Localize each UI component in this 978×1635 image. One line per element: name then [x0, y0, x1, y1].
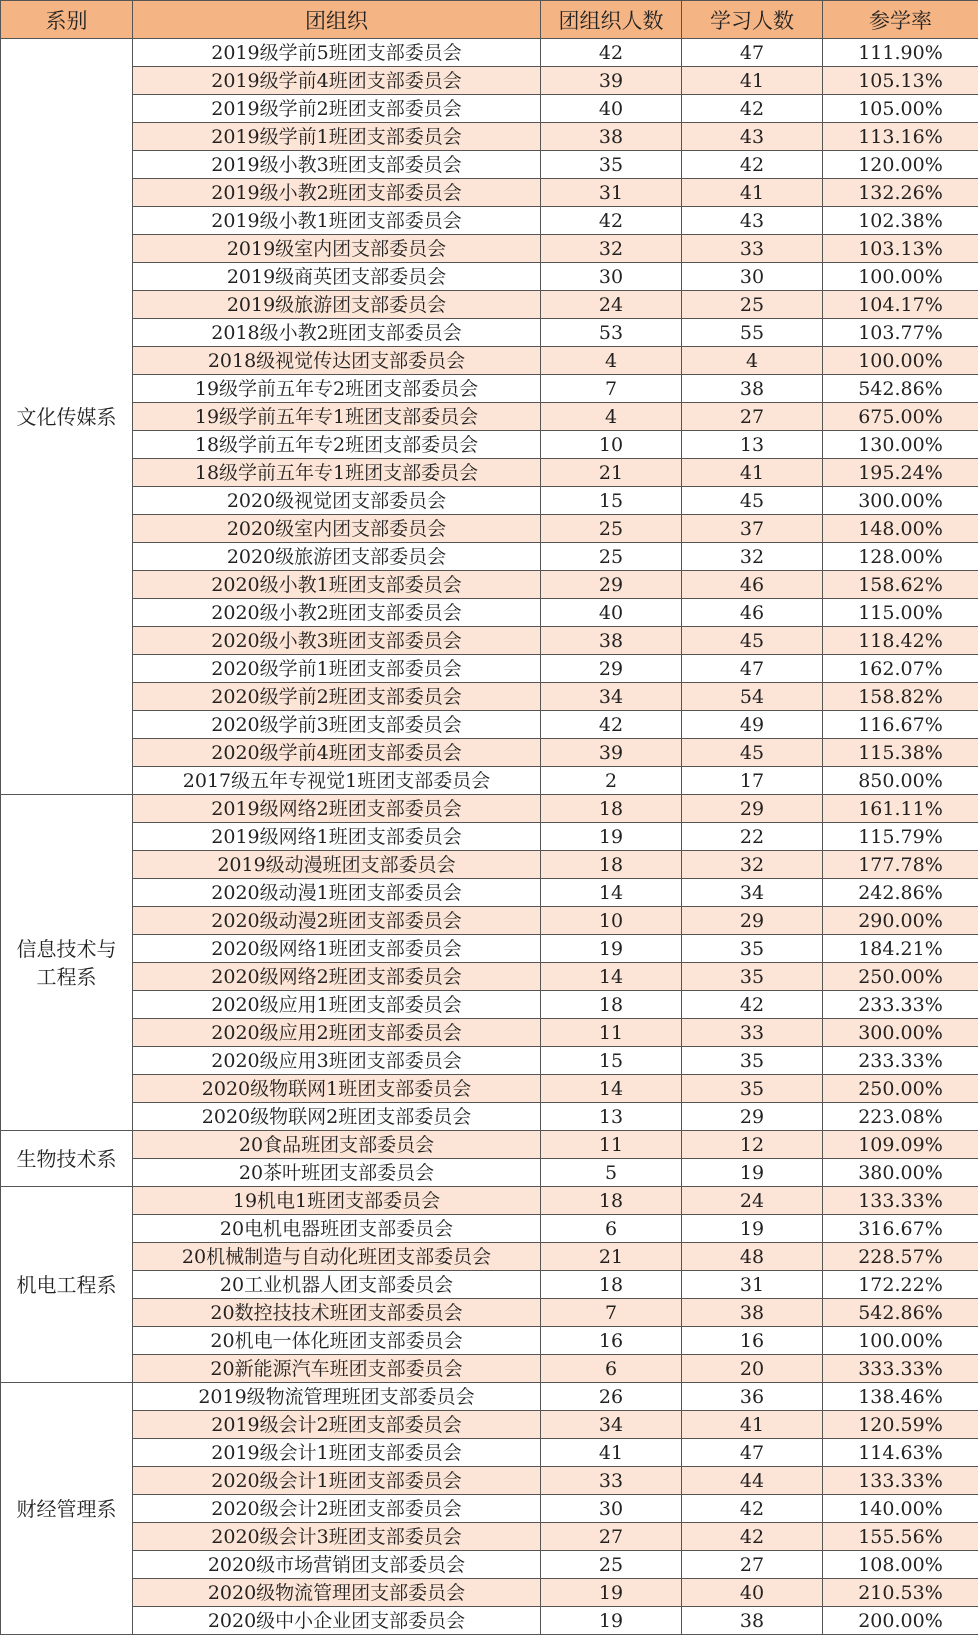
rate-cell: 210.53% — [823, 1579, 978, 1607]
table-row — [1, 935, 978, 963]
learners-cell: 44 — [682, 1467, 823, 1495]
learners-cell: 29 — [682, 795, 823, 823]
learners-cell: 38 — [682, 1607, 823, 1635]
header-dept: 系别 — [1, 1, 133, 39]
table-row — [1, 1495, 978, 1523]
rate-cell: 120.00% — [823, 151, 978, 179]
rate-cell: 100.00% — [823, 347, 978, 375]
members-cell: 2 — [541, 767, 682, 795]
table-row — [1, 879, 978, 907]
org-cell: 2020级动漫2班团支部委员会 — [133, 907, 541, 935]
learners-cell: 41 — [682, 459, 823, 487]
learners-cell: 19 — [682, 1159, 823, 1187]
org-cell: 20数控技技术班团支部委员会 — [133, 1299, 541, 1327]
table-row — [1, 1383, 978, 1411]
learners-cell: 47 — [682, 1439, 823, 1467]
rate-cell: 333.33% — [823, 1355, 978, 1383]
org-cell: 20茶叶班团支部委员会 — [133, 1159, 541, 1187]
learners-cell: 12 — [682, 1131, 823, 1159]
members-cell: 53 — [541, 319, 682, 347]
table-row — [1, 403, 978, 431]
table-row — [1, 431, 978, 459]
table-row — [1, 627, 978, 655]
table-row — [1, 543, 978, 571]
header-org: 团组织 — [133, 1, 541, 39]
table-row — [1, 795, 978, 823]
learners-cell: 41 — [682, 67, 823, 95]
table-row — [1, 95, 978, 123]
org-cell: 2019级会计2班团支部委员会 — [133, 1411, 541, 1439]
learners-cell: 35 — [682, 1075, 823, 1103]
members-cell: 18 — [541, 991, 682, 1019]
org-cell: 2019级学前2班团支部委员会 — [133, 95, 541, 123]
members-cell: 4 — [541, 347, 682, 375]
learners-cell: 42 — [682, 1523, 823, 1551]
learners-cell: 36 — [682, 1383, 823, 1411]
rate-cell: 109.09% — [823, 1131, 978, 1159]
learners-cell: 45 — [682, 487, 823, 515]
learners-cell: 45 — [682, 627, 823, 655]
org-cell: 2020级学前4班团支部委员会 — [133, 739, 541, 767]
rate-cell: 133.33% — [823, 1187, 978, 1215]
table-row — [1, 1579, 978, 1607]
table-row — [1, 347, 978, 375]
org-cell: 2019级商英团支部委员会 — [133, 263, 541, 291]
learners-cell: 42 — [682, 151, 823, 179]
table-row — [1, 1131, 978, 1159]
rate-cell: 380.00% — [823, 1159, 978, 1187]
org-cell: 2018级视觉传达团支部委员会 — [133, 347, 541, 375]
rate-cell: 115.00% — [823, 599, 978, 627]
org-cell: 2020级应用1班团支部委员会 — [133, 991, 541, 1019]
org-cell: 2019级动漫班团支部委员会 — [133, 851, 541, 879]
members-cell: 33 — [541, 1467, 682, 1495]
table-row — [1, 1607, 978, 1635]
table-row — [1, 151, 978, 179]
learners-cell: 55 — [682, 319, 823, 347]
header-rate: 参学率 — [823, 1, 978, 39]
members-cell: 14 — [541, 879, 682, 907]
members-cell: 25 — [541, 543, 682, 571]
org-cell: 19级学前五年专1班团支部委员会 — [133, 403, 541, 431]
learners-cell: 32 — [682, 851, 823, 879]
learners-cell: 45 — [682, 739, 823, 767]
rate-cell: 162.07% — [823, 655, 978, 683]
rate-cell: 105.13% — [823, 67, 978, 95]
rate-cell: 148.00% — [823, 515, 978, 543]
org-cell: 2020级市场营销团支部委员会 — [133, 1551, 541, 1579]
rate-cell: 223.08% — [823, 1103, 978, 1131]
rate-cell: 104.17% — [823, 291, 978, 319]
rate-cell: 300.00% — [823, 1019, 978, 1047]
rate-cell: 128.00% — [823, 543, 978, 571]
members-cell: 19 — [541, 1607, 682, 1635]
rate-cell: 158.82% — [823, 683, 978, 711]
table-row — [1, 739, 978, 767]
learners-cell: 41 — [682, 1411, 823, 1439]
rate-cell: 300.00% — [823, 487, 978, 515]
table-row — [1, 179, 978, 207]
org-cell: 2020级网络2班团支部委员会 — [133, 963, 541, 991]
org-cell: 2019级室内团支部委员会 — [133, 235, 541, 263]
members-cell: 7 — [541, 1299, 682, 1327]
members-cell: 18 — [541, 851, 682, 879]
table-row — [1, 1075, 978, 1103]
members-cell: 14 — [541, 963, 682, 991]
org-cell: 2020级旅游团支部委员会 — [133, 543, 541, 571]
table-row — [1, 515, 978, 543]
learners-cell: 35 — [682, 935, 823, 963]
rate-cell: 200.00% — [823, 1607, 978, 1635]
org-cell: 20机电一体化班团支部委员会 — [133, 1327, 541, 1355]
members-cell: 21 — [541, 459, 682, 487]
learners-cell: 25 — [682, 291, 823, 319]
table-row — [1, 907, 978, 935]
members-cell: 34 — [541, 1411, 682, 1439]
learners-cell: 42 — [682, 1495, 823, 1523]
members-cell: 32 — [541, 235, 682, 263]
learners-cell: 40 — [682, 1579, 823, 1607]
table-row — [1, 991, 978, 1019]
learners-cell: 19 — [682, 1215, 823, 1243]
org-cell: 2020级会计2班团支部委员会 — [133, 1495, 541, 1523]
learners-cell: 42 — [682, 95, 823, 123]
members-cell: 19 — [541, 1579, 682, 1607]
members-cell: 38 — [541, 123, 682, 151]
learners-cell: 35 — [682, 963, 823, 991]
table-body — [1, 39, 978, 1635]
header-row — [1, 1, 978, 39]
members-cell: 25 — [541, 515, 682, 543]
rate-cell: 542.86% — [823, 375, 978, 403]
org-cell: 18级学前五年专2班团支部委员会 — [133, 431, 541, 459]
header-members: 团组织人数 — [541, 1, 682, 39]
learners-cell: 43 — [682, 207, 823, 235]
table-row — [1, 1047, 978, 1075]
learners-cell: 35 — [682, 1047, 823, 1075]
members-cell: 40 — [541, 599, 682, 627]
org-cell: 2020级物联网1班团支部委员会 — [133, 1075, 541, 1103]
members-cell: 30 — [541, 263, 682, 291]
dept-cell: 机电工程系 — [1, 1187, 133, 1383]
table-row — [1, 963, 978, 991]
learners-cell: 38 — [682, 375, 823, 403]
members-cell: 14 — [541, 1075, 682, 1103]
members-cell: 11 — [541, 1131, 682, 1159]
learners-cell: 30 — [682, 263, 823, 291]
org-cell: 2020级物流管理团支部委员会 — [133, 1579, 541, 1607]
learners-cell: 34 — [682, 879, 823, 907]
learners-cell: 33 — [682, 235, 823, 263]
org-cell: 20电机电器班团支部委员会 — [133, 1215, 541, 1243]
org-cell: 2020级物联网2班团支部委员会 — [133, 1103, 541, 1131]
rate-cell: 233.33% — [823, 991, 978, 1019]
org-cell: 2019级学前4班团支部委员会 — [133, 67, 541, 95]
learners-cell: 16 — [682, 1327, 823, 1355]
table-row — [1, 487, 978, 515]
table-row — [1, 1411, 978, 1439]
table-row — [1, 1523, 978, 1551]
members-cell: 15 — [541, 1047, 682, 1075]
table-row — [1, 823, 978, 851]
org-cell: 2020级会计3班团支部委员会 — [133, 1523, 541, 1551]
org-cell: 2019级旅游团支部委员会 — [133, 291, 541, 319]
rate-cell: 228.57% — [823, 1243, 978, 1271]
table-row — [1, 571, 978, 599]
rate-cell: 132.26% — [823, 179, 978, 207]
rate-cell: 177.78% — [823, 851, 978, 879]
rate-cell: 140.00% — [823, 1495, 978, 1523]
table-row — [1, 207, 978, 235]
org-cell: 20食品班团支部委员会 — [133, 1131, 541, 1159]
org-cell: 2020级小教2班团支部委员会 — [133, 599, 541, 627]
members-cell: 39 — [541, 67, 682, 95]
members-cell: 18 — [541, 795, 682, 823]
members-cell: 19 — [541, 823, 682, 851]
members-cell: 11 — [541, 1019, 682, 1047]
rate-cell: 184.21% — [823, 935, 978, 963]
members-cell: 10 — [541, 431, 682, 459]
members-cell: 25 — [541, 1551, 682, 1579]
members-cell: 4 — [541, 403, 682, 431]
org-cell: 2019级小教2班团支部委员会 — [133, 179, 541, 207]
table-row — [1, 1439, 978, 1467]
members-cell: 15 — [541, 487, 682, 515]
members-cell: 27 — [541, 1523, 682, 1551]
table-row — [1, 767, 978, 795]
learners-cell: 4 — [682, 347, 823, 375]
members-cell: 29 — [541, 655, 682, 683]
members-cell: 42 — [541, 39, 682, 67]
learners-cell: 43 — [682, 123, 823, 151]
table-row — [1, 1467, 978, 1495]
org-cell: 2019级网络2班团支部委员会 — [133, 795, 541, 823]
rate-cell: 242.86% — [823, 879, 978, 907]
rate-cell: 158.62% — [823, 571, 978, 599]
table-row — [1, 683, 978, 711]
members-cell: 26 — [541, 1383, 682, 1411]
rate-cell: 850.00% — [823, 767, 978, 795]
rate-cell: 118.42% — [823, 627, 978, 655]
org-cell: 2020级网络1班团支部委员会 — [133, 935, 541, 963]
dept-cell: 财经管理系 — [1, 1383, 133, 1635]
members-cell: 41 — [541, 1439, 682, 1467]
learners-cell: 27 — [682, 403, 823, 431]
members-cell: 34 — [541, 683, 682, 711]
table-header — [1, 1, 978, 39]
rate-cell: 115.79% — [823, 823, 978, 851]
table-row — [1, 1019, 978, 1047]
rate-cell: 250.00% — [823, 963, 978, 991]
rate-cell: 113.16% — [823, 123, 978, 151]
rate-cell: 105.00% — [823, 95, 978, 123]
rate-cell: 103.13% — [823, 235, 978, 263]
rate-cell: 161.11% — [823, 795, 978, 823]
rate-cell: 116.67% — [823, 711, 978, 739]
table-row — [1, 1215, 978, 1243]
learners-cell: 22 — [682, 823, 823, 851]
members-cell: 31 — [541, 179, 682, 207]
rate-cell: 103.77% — [823, 319, 978, 347]
org-cell: 2020级中小企业团支部委员会 — [133, 1607, 541, 1635]
members-cell: 6 — [541, 1355, 682, 1383]
members-cell: 13 — [541, 1103, 682, 1131]
members-cell: 29 — [541, 571, 682, 599]
learners-cell: 33 — [682, 1019, 823, 1047]
org-cell: 2020级动漫1班团支部委员会 — [133, 879, 541, 907]
members-cell: 39 — [541, 739, 682, 767]
rate-cell: 100.00% — [823, 263, 978, 291]
table-row — [1, 1551, 978, 1579]
learners-cell: 31 — [682, 1271, 823, 1299]
members-cell: 18 — [541, 1187, 682, 1215]
table-row — [1, 459, 978, 487]
table-row — [1, 123, 978, 151]
members-cell: 38 — [541, 627, 682, 655]
learners-cell: 42 — [682, 991, 823, 1019]
table-row — [1, 711, 978, 739]
rate-cell: 115.38% — [823, 739, 978, 767]
org-cell: 2020级应用2班团支部委员会 — [133, 1019, 541, 1047]
org-cell: 2020级室内团支部委员会 — [133, 515, 541, 543]
org-cell: 18级学前五年专1班团支部委员会 — [133, 459, 541, 487]
members-cell: 18 — [541, 1271, 682, 1299]
org-cell: 2020级视觉团支部委员会 — [133, 487, 541, 515]
table-row — [1, 1187, 978, 1215]
table-row — [1, 1271, 978, 1299]
org-cell: 2019级小教1班团支部委员会 — [133, 207, 541, 235]
table-row — [1, 67, 978, 95]
table-row — [1, 1327, 978, 1355]
rate-cell: 290.00% — [823, 907, 978, 935]
org-cell: 19级学前五年专2班团支部委员会 — [133, 375, 541, 403]
org-cell: 2019级物流管理班团支部委员会 — [133, 1383, 541, 1411]
table-row — [1, 599, 978, 627]
table-row — [1, 1243, 978, 1271]
org-cell: 2020级小教3班团支部委员会 — [133, 627, 541, 655]
rate-cell: 172.22% — [823, 1271, 978, 1299]
learners-cell: 38 — [682, 1299, 823, 1327]
rate-cell: 316.67% — [823, 1215, 978, 1243]
learners-cell: 27 — [682, 1551, 823, 1579]
rate-cell: 111.90% — [823, 39, 978, 67]
learners-cell: 46 — [682, 599, 823, 627]
learners-cell: 29 — [682, 1103, 823, 1131]
table-row — [1, 1103, 978, 1131]
org-cell: 2020级小教1班团支部委员会 — [133, 571, 541, 599]
learners-cell: 48 — [682, 1243, 823, 1271]
table-row — [1, 39, 978, 67]
rate-cell: 130.00% — [823, 431, 978, 459]
members-cell: 16 — [541, 1327, 682, 1355]
rate-cell: 675.00% — [823, 403, 978, 431]
rate-cell: 102.38% — [823, 207, 978, 235]
org-cell: 20机械制造与自动化班团支部委员会 — [133, 1243, 541, 1271]
rate-cell: 250.00% — [823, 1075, 978, 1103]
members-cell: 19 — [541, 935, 682, 963]
learners-cell: 47 — [682, 655, 823, 683]
learners-cell: 41 — [682, 179, 823, 207]
org-cell: 2020级应用3班团支部委员会 — [133, 1047, 541, 1075]
rate-cell: 108.00% — [823, 1551, 978, 1579]
members-cell: 24 — [541, 291, 682, 319]
header-learners: 学习人数 — [682, 1, 823, 39]
dept-cell: 生物技术系 — [1, 1131, 133, 1187]
table-row — [1, 263, 978, 291]
members-cell: 35 — [541, 151, 682, 179]
members-cell: 6 — [541, 1215, 682, 1243]
rate-cell: 155.56% — [823, 1523, 978, 1551]
learners-cell: 37 — [682, 515, 823, 543]
learners-cell: 46 — [682, 571, 823, 599]
rate-cell: 542.86% — [823, 1299, 978, 1327]
members-cell: 10 — [541, 907, 682, 935]
members-cell: 21 — [541, 1243, 682, 1271]
rate-cell: 120.59% — [823, 1411, 978, 1439]
org-cell: 2017级五年专视觉1班团支部委员会 — [133, 767, 541, 795]
table-row — [1, 1355, 978, 1383]
table-row — [1, 1159, 978, 1187]
members-cell: 42 — [541, 711, 682, 739]
table-row — [1, 319, 978, 347]
rate-cell: 233.33% — [823, 1047, 978, 1075]
members-cell: 42 — [541, 207, 682, 235]
org-cell: 2020级学前2班团支部委员会 — [133, 683, 541, 711]
learners-cell: 13 — [682, 431, 823, 459]
learners-cell: 29 — [682, 907, 823, 935]
org-cell: 20工业机器人团支部委员会 — [133, 1271, 541, 1299]
dept-cell: 文化传媒系 — [1, 39, 133, 795]
org-cell: 2020级学前1班团支部委员会 — [133, 655, 541, 683]
table-row — [1, 655, 978, 683]
learners-cell: 32 — [682, 543, 823, 571]
org-cell: 2019级网络1班团支部委员会 — [133, 823, 541, 851]
table-row — [1, 1299, 978, 1327]
table-row — [1, 235, 978, 263]
table-row — [1, 291, 978, 319]
table-row — [1, 851, 978, 879]
members-cell: 40 — [541, 95, 682, 123]
org-cell: 2018级小教2班团支部委员会 — [133, 319, 541, 347]
org-cell: 2019级会计1班团支部委员会 — [133, 1439, 541, 1467]
org-cell: 2019级学前1班团支部委员会 — [133, 123, 541, 151]
members-cell: 5 — [541, 1159, 682, 1187]
learners-cell: 49 — [682, 711, 823, 739]
org-cell: 19机电1班团支部委员会 — [133, 1187, 541, 1215]
learners-cell: 20 — [682, 1355, 823, 1383]
rate-cell: 195.24% — [823, 459, 978, 487]
table-row — [1, 375, 978, 403]
rate-cell: 138.46% — [823, 1383, 978, 1411]
org-cell: 2019级学前5班团支部委员会 — [133, 39, 541, 67]
learners-cell: 54 — [682, 683, 823, 711]
members-cell: 30 — [541, 1495, 682, 1523]
members-cell: 7 — [541, 375, 682, 403]
rate-cell: 133.33% — [823, 1467, 978, 1495]
learners-cell: 47 — [682, 39, 823, 67]
learners-cell: 24 — [682, 1187, 823, 1215]
dept-cell: 信息技术与工程系 — [1, 795, 133, 1131]
org-cell: 20新能源汽车班团支部委员会 — [133, 1355, 541, 1383]
rate-cell: 100.00% — [823, 1327, 978, 1355]
learners-cell: 17 — [682, 767, 823, 795]
org-cell: 2019级小教3班团支部委员会 — [133, 151, 541, 179]
org-cell: 2020级会计1班团支部委员会 — [133, 1467, 541, 1495]
rate-cell: 114.63% — [823, 1439, 978, 1467]
org-cell: 2020级学前3班团支部委员会 — [133, 711, 541, 739]
